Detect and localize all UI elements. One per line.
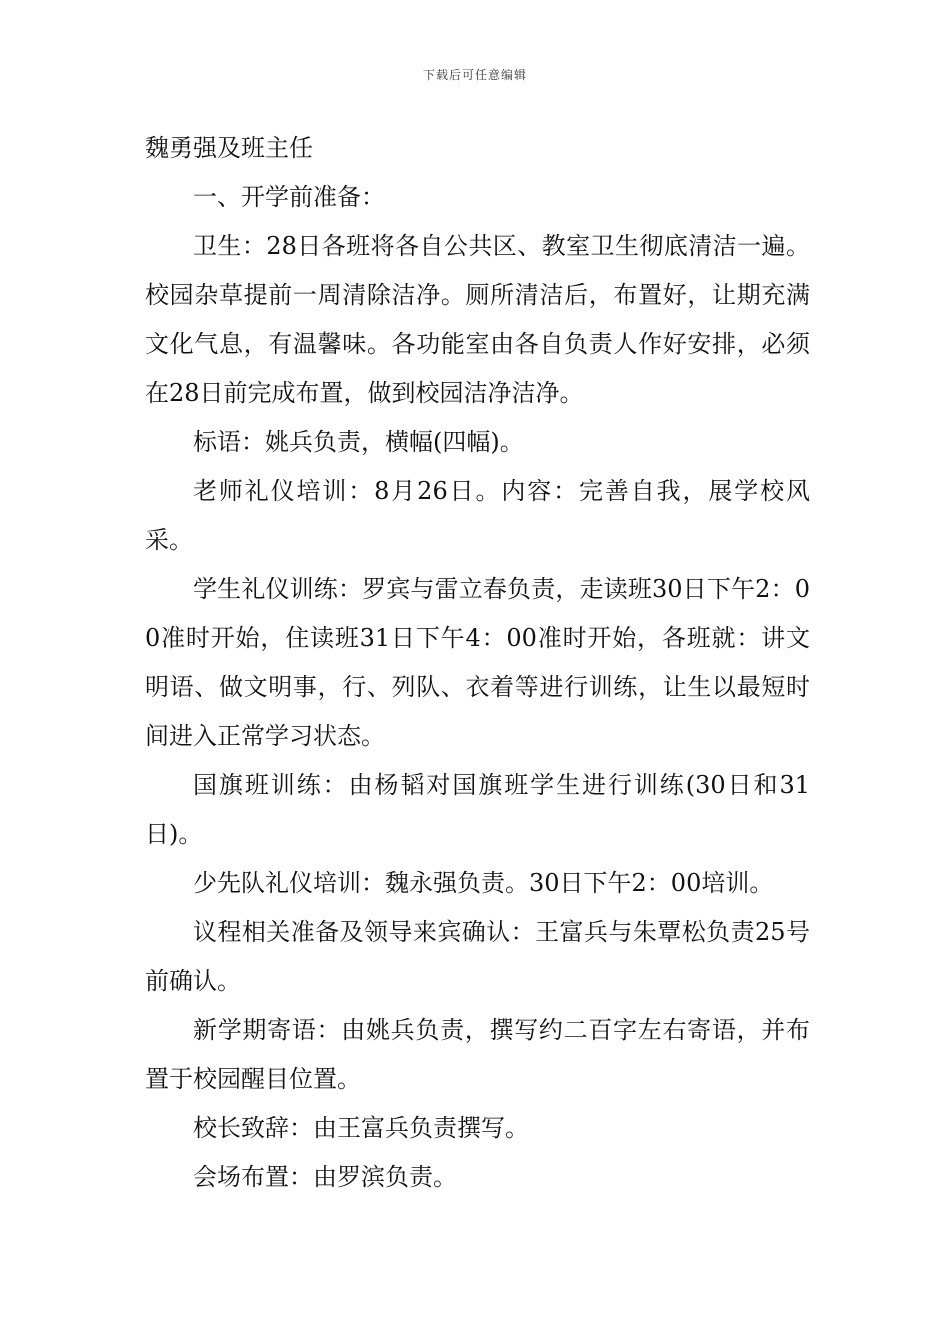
paragraph-hygiene: 卫生：28日各班将各自公共区、教室卫生彻底清洁一遍。校园杂草提前一周清除洁净。厕所清洁后，布置好，让期充满文化气息，有温馨味。各功能室由各自负责人作好安排，必须在28日前完成布置，做到校园洁净洁净。	[145, 232, 810, 407]
paragraph-venue: 会场布置：由罗滨负责。	[193, 1163, 457, 1191]
paragraph-student-training: 学生礼仪训练：罗宾与雷立春负责，走读班30日下午2：00准时开始，住读班31日下午4：00准时开始，各班就：讲文明语、做文明事，行、列队、衣着等进行训练，让生以最短时间进入正常学习状态。	[145, 575, 810, 750]
paragraph-banner: 标语：姚兵负责，横幅(四幅)。	[193, 428, 524, 456]
section-heading: 一、开学前准备：	[193, 183, 385, 211]
paragraph-agenda: 议程相关准备及领导来宾确认：王富兵与朱覃松负责25号前确认。	[145, 918, 810, 995]
header-note: 下载后可任意编辑	[422, 68, 527, 82]
paragraph-new-term-message: 新学期寄语：由姚兵负责，撰写约二百字左右寄语，并布置于校园醒目位置。	[145, 1016, 810, 1093]
paragraph-principal-speech: 校长致辞：由王富兵负责撰写。	[193, 1114, 529, 1142]
paragraph-intro: 魏勇强及班主任	[145, 134, 313, 162]
paragraph-teacher-training: 老师礼仪培训：8月26日。内容：完善自我，展学校风采。	[145, 477, 810, 554]
document-body	[145, 124, 810, 1202]
paragraph-flag-team: 国旗班训练：由杨韬对国旗班学生进行训练(30日和31日)。	[145, 771, 810, 848]
paragraph-pioneers: 少先队礼仪培训：魏永强负责。30日下午2：00培训。	[193, 869, 774, 897]
